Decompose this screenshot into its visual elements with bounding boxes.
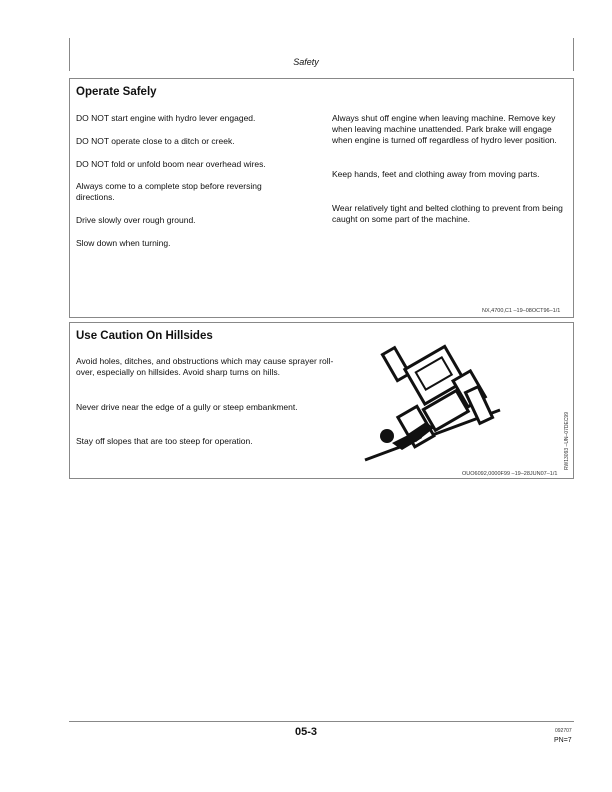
operate-left-6: Slow down when turning. xyxy=(76,238,171,248)
hillsides-ref: OUO6092,0000F99 –19–28JUN07–1/1 xyxy=(462,471,558,477)
section-header: Safety xyxy=(293,57,319,67)
sprayer-rollover-illustration xyxy=(360,338,550,468)
operate-left-3: DO NOT fold or unfold boom near overhead wires. xyxy=(76,159,266,169)
operate-left-2: DO NOT operate close to a ditch or creek. xyxy=(76,136,235,146)
operate-left-1: DO NOT start engine with hydro lever engaged. xyxy=(76,113,256,123)
image-ref-vertical: RW13093 –UN–07DEC99 xyxy=(564,412,570,470)
footer-code: 092707 xyxy=(555,728,572,734)
hillsides-title: Use Caution On Hillsides xyxy=(76,330,213,342)
footer-rule xyxy=(69,721,574,722)
operate-safely-title: Operate Safely xyxy=(76,86,157,98)
operate-right-2: Keep hands, feet and clothing away from moving parts. xyxy=(332,169,540,179)
hillsides-para-1: Avoid holes, ditches, and obstructions which may cause sprayer roll-over, especially on hillsides. Avoid sharp turns on hills. xyxy=(76,356,334,378)
hillsides-para-3: Stay off slopes that are too steep for operation. xyxy=(76,436,253,446)
operate-right-1: Always shut off engine when leaving machine. Remove key when leaving machine unattended. Park brake will engage when engine is turned off regardless of hydro lever position. xyxy=(332,113,557,146)
page-number: 05-3 xyxy=(294,726,318,738)
operate-safely-ref: NX,4700,C1 –19–08OCT96–1/1 xyxy=(482,308,561,314)
operate-left-5: Drive slowly over rough ground. xyxy=(76,215,196,225)
operate-left-4: Always come to a complete stop before reversing directions. xyxy=(76,181,262,203)
operate-right-3: Wear relatively tight and belted clothing to prevent from being caught on some part of the machine. xyxy=(332,203,563,225)
footer-pn: PN=7 xyxy=(554,737,572,744)
hillsides-para-2: Never drive near the edge of a gully or steep embankment. xyxy=(76,402,298,412)
